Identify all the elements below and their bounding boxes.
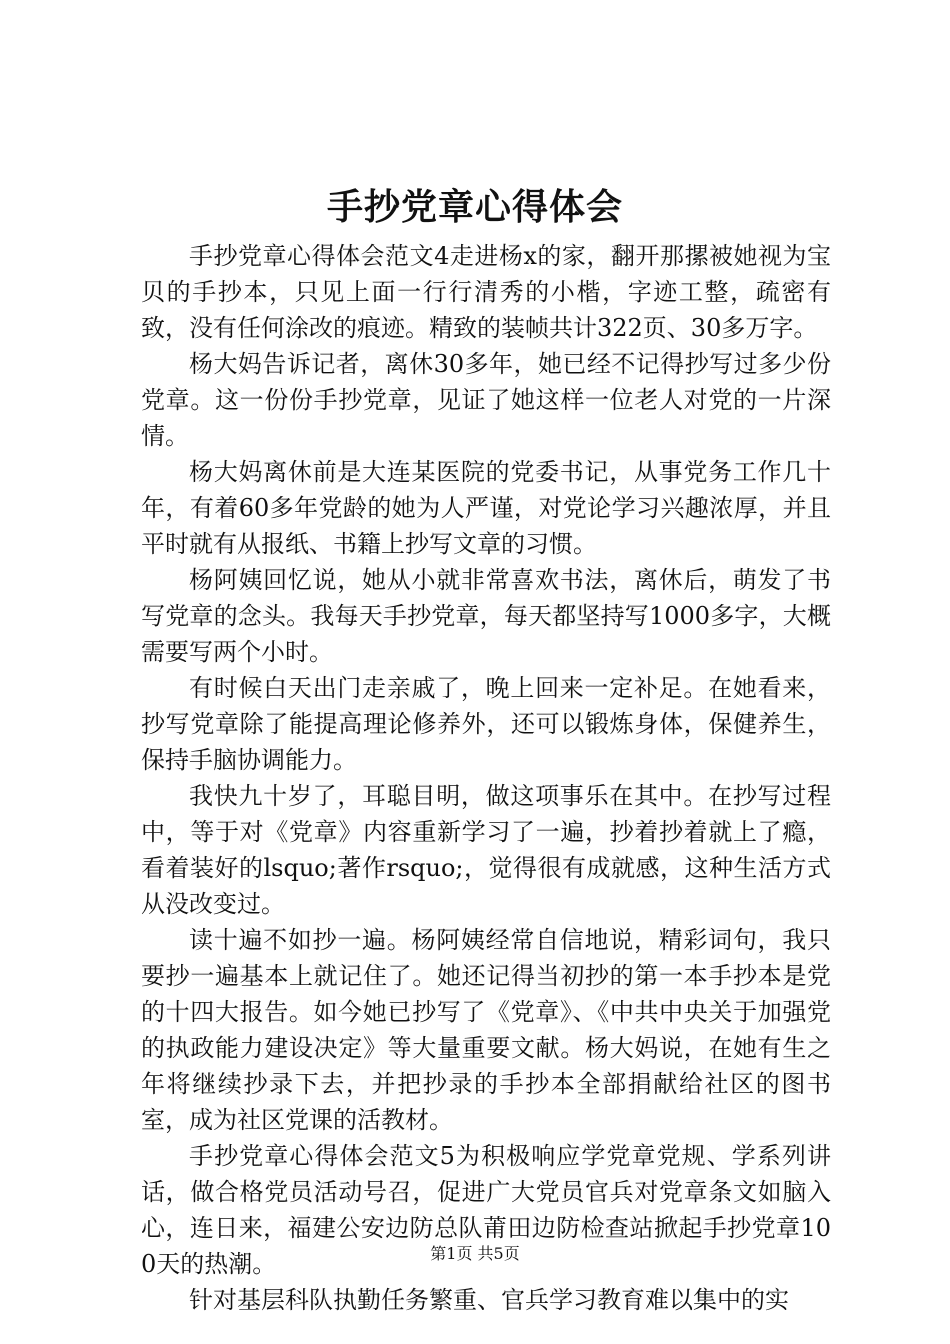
- paragraph-9: 针对基层科队执勤任务繁重、官兵学习教育难以集中的实: [189, 1286, 789, 1314]
- document-body: [141, 238, 831, 1318]
- paragraph-3: 杨大妈离休前是大连某医院的党委书记，从事党务工作几十年，有着60多年党龄的她为人严谨，对党论学习兴趣浓厚，并且平时就有从报纸、书籍上抄写文章的习惯。: [141, 458, 831, 558]
- paragraph-5: 有时候白天出门走亲戚了，晚上回来一定补足。在她看来，抄写党章除了能提高理论修养外，还可以锻炼身体，保健养生，保持手脑协调能力。: [141, 674, 831, 774]
- paragraph-1: 手抄党章心得体会范文4走进杨x的家，翻开那摞被她视为宝贝的手抄本，只见上面一行行清秀的小楷，字迹工整，疏密有致，没有任何涂改的痕迹。精致的装帧共计322页、30多万字。: [141, 242, 831, 342]
- paragraph-4: 杨阿姨回忆说，她从小就非常喜欢书法，离休后，萌发了书写党章的念头。我每天手抄党章，每天都坚持写1000多字，大概需要写两个小时。: [141, 566, 831, 666]
- paragraph-8: 手抄党章心得体会范文5为积极响应学党章党规、学系列讲话，做合格党员活动号召，促进广大党员官兵对党章条文如脑入心，连日来，福建公安边防总队莆田边防检查站掀起手抄党章100天的热潮。: [141, 1142, 831, 1278]
- paragraph-6: 我快九十岁了，耳聪目明，做这项事乐在其中。在抄写过程中，等于对《党章》内容重新学习了一遍，抄着抄着就上了瘾，看着装好的lsquo;著作rsquo;，觉得很有成就感，这种生活方式从没改变过。: [141, 782, 831, 918]
- document-title: 手抄党章心得体会: [326, 186, 623, 228]
- page-footer: 第1页 共5页: [430, 1244, 520, 1263]
- paragraph-7: 读十遍不如抄一遍。杨阿姨经常自信地说，精彩词句，我只要抄一遍基本上就记住了。她还记得当初抄的第一本手抄本是党的十四大报告。如今她已抄写了《党章》、《中共中央关于加强党的执政能力建设决定》等大量重要文献。杨大妈说，在她有生之年将继续抄录下去，并把抄录的手抄本全部捐献给社区的图书室，成为社区党课的活教材。: [141, 926, 831, 1134]
- paragraph-2: 杨大妈告诉记者，离休30多年，她已经不记得抄写过多少份党章。这一份份手抄党章，见证了她这样一位老人对党的一片深情。: [141, 350, 831, 450]
